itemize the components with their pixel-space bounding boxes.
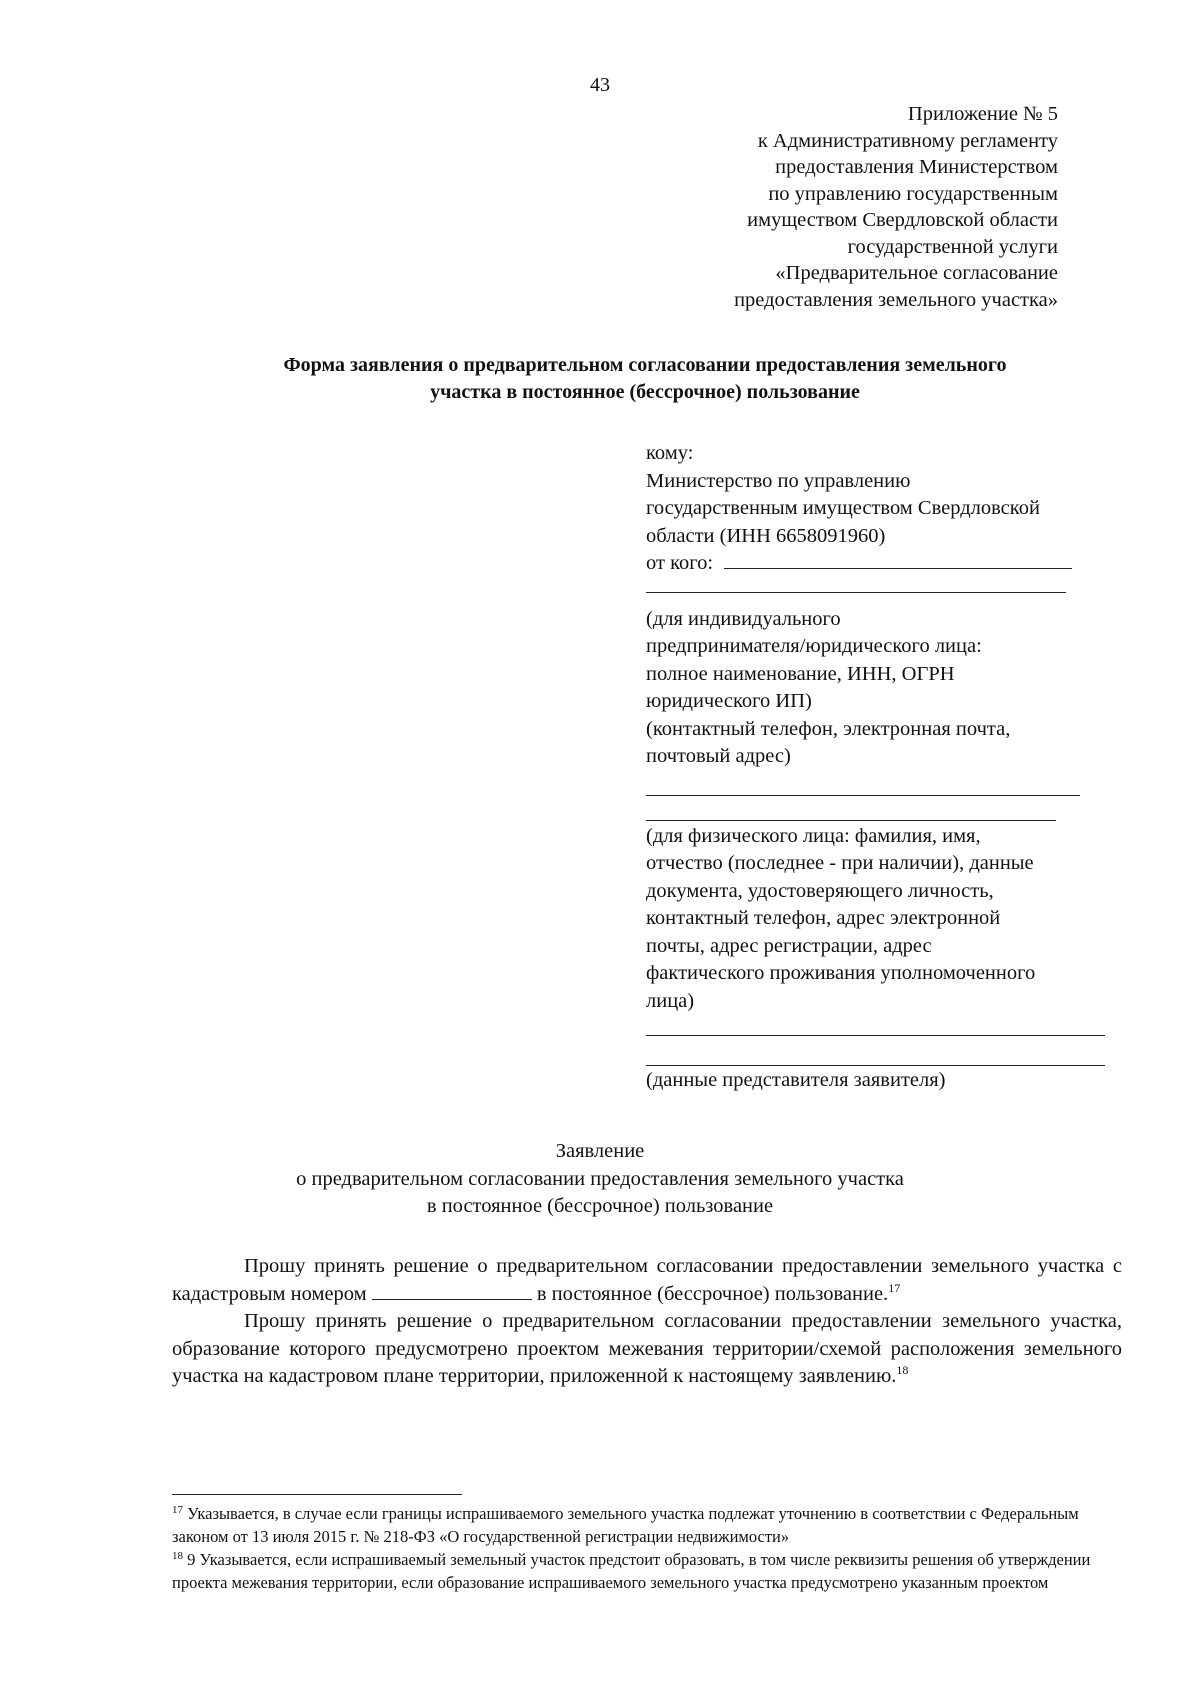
to-line: области (ИНН 6658091960): [646, 524, 886, 547]
footnote-ref[interactable]: 18: [896, 1363, 909, 1377]
person-hint-line: почты, адрес регистрации, адрес: [646, 934, 932, 957]
entity-hint-line: полное наименование, ИНН, ОГРН: [646, 662, 955, 685]
appendix-header: [734, 101, 1058, 313]
representative-hint: (данные представителя заявителя): [646, 1069, 946, 1091]
footnote-text: Указывается, в случае если границы испрашиваемого земельного участка подлежат уточнению в соответствии с Федеральным законом от 13 июля 2015 г. № 218-ФЗ «О государственной регистрации недвижимости»: [172, 1504, 1079, 1546]
footnote: [172, 1548, 1122, 1594]
statement-title-line: о предварительном согласовании предоставления земельного участка: [296, 1167, 904, 1190]
applicant-input-line[interactable]: [646, 578, 1066, 593]
request-paragraph: [172, 1308, 1122, 1391]
person-hint-line: лица): [646, 989, 695, 1012]
footnote-text: 9 Указывается, если испрашиваемый земельный участок предстоит образовать, в том числе реквизиты решения об утверждении проекта межевания территории, если образование испрашиваемого земельного участка предусмотрено указанным проектом: [172, 1550, 1091, 1592]
person-hint-line: контактный телефон, адрес электронной: [646, 907, 1001, 929]
appendix-line: к Административному регламенту: [757, 129, 1058, 152]
paragraph-text: Прошу принять решение о предварительном согласовании предоставлении земельного участка, образование которого предусмотрено проектом межевания территории/схемой расположения земельного участка на кадастровом плане территории, приложенной к настоящему заявлению.: [172, 1310, 1122, 1387]
from-label: от кого:: [646, 552, 714, 574]
appendix-line: предоставления земельного участка»: [734, 288, 1058, 311]
representative-input-line[interactable]: [646, 1036, 1105, 1066]
person-hint-line: документа, удостоверяющего личность,: [646, 879, 994, 902]
cadastral-number-blank[interactable]: [372, 1281, 532, 1300]
paragraph-text: Прошу принять решение о предварительном согласовании предоставлении земельного участка с кадастровым номером: [172, 1255, 1122, 1305]
appendix-line: «Предварительное согласование: [775, 262, 1058, 284]
statement-title-line: в постоянное (бессрочное) пользование: [426, 1195, 774, 1217]
appendix-line: государственной услуги: [847, 235, 1058, 258]
footnote-number: 17: [172, 1504, 183, 1516]
form-title-line: Форма заявления о предварительном согласовании предоставления земельного: [283, 354, 1007, 376]
page-number: 43: [590, 74, 610, 96]
to-line: Министерство по управлению: [646, 469, 911, 492]
entity-hint-line: юридического ИП): [646, 690, 812, 712]
form-title-line: участка в постоянное (бессрочное) пользование: [430, 380, 860, 403]
footnotes: [172, 1502, 1122, 1594]
statement-title-line: Заявление: [555, 1140, 645, 1162]
appendix-line: предоставления Министерством: [775, 156, 1058, 178]
addressee-block: [646, 440, 1116, 1095]
person-hint-line: отчество (последнее - при наличии), данные: [646, 852, 1034, 874]
person-hint-line: (для физического лица: фамилия, имя,: [646, 824, 981, 847]
footnote-number: 18: [172, 1550, 183, 1562]
entity-hint-line: (контактный телефон, электронная почта,: [646, 717, 1011, 740]
footnote-separator: [172, 1494, 462, 1495]
statement-body: [172, 1253, 1122, 1391]
entity-input-line[interactable]: [646, 796, 1056, 821]
request-paragraph: [172, 1253, 1122, 1308]
footnote: [172, 1502, 1122, 1548]
appendix-line: Приложение № 5: [907, 103, 1058, 125]
appendix-line: имуществом Свердловской области: [747, 209, 1058, 231]
footnote-ref[interactable]: 17: [888, 1280, 901, 1295]
form-title: [170, 352, 1120, 405]
from-row: [646, 550, 1116, 578]
statement-title: [0, 1138, 1200, 1221]
paragraph-text: в постоянное (бессрочное) пользование.: [536, 1282, 889, 1305]
to-line: государственным имуществом Свердловской: [646, 497, 1040, 519]
entity-hint-line: (для индивидуального: [646, 607, 841, 630]
from-input-line[interactable]: [724, 550, 1072, 569]
entity-hint-line: предпринимателя/юридического лица:: [646, 635, 982, 657]
appendix-line: по управлению государственным: [768, 182, 1058, 205]
to-label: кому:: [646, 442, 694, 464]
entity-input-line[interactable]: [646, 771, 1080, 796]
representative-input-line[interactable]: [646, 1015, 1105, 1036]
entity-hint-line: почтовый адрес): [646, 745, 791, 767]
person-hint-line: фактического проживания уполномоченного: [646, 962, 1036, 984]
